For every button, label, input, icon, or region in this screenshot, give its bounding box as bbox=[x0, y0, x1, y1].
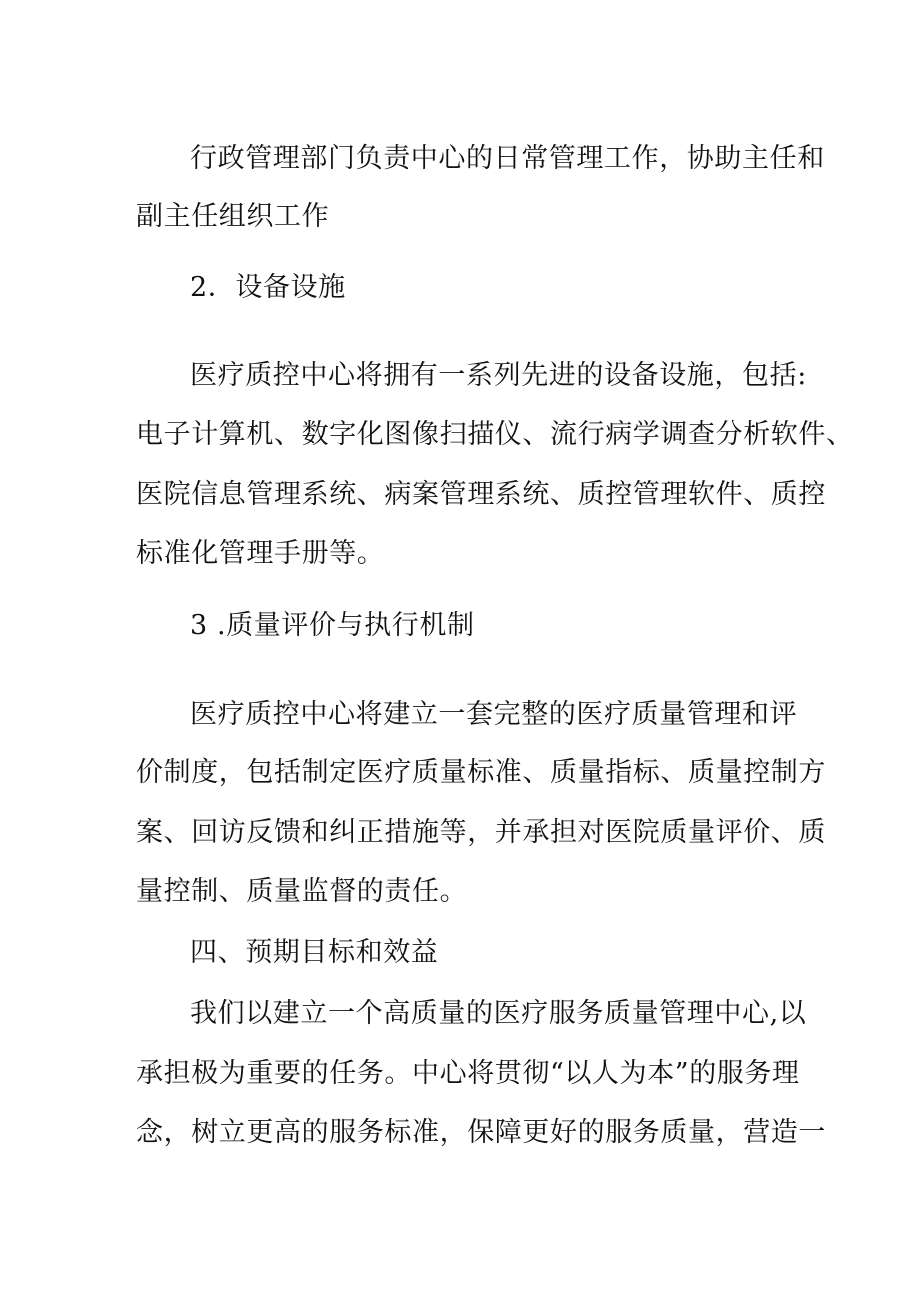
paragraph-goals-line-2: 承担极为重要的任务。中心将贯彻“以人为本”的服务理 bbox=[136, 1058, 800, 1089]
paragraph-admin-line-2: 副主任组织工作 bbox=[136, 201, 330, 232]
paragraph-quality-line-4: 量控制、质量监督的责任。 bbox=[136, 876, 468, 907]
paragraph-equipment-line-3: 医院信息管理系统、病案管理系统、质控管理软件、质控 bbox=[136, 479, 826, 510]
paragraph-goals-line-1: 我们以建立一个高质量的医疗服务质量管理中心,以 bbox=[190, 998, 807, 1029]
heading-quality: 3 .质量评价与执行机制 bbox=[190, 610, 475, 641]
paragraph-equipment-line-1: 医疗质控中心将拥有一系列先进的设备设施，包括: bbox=[190, 360, 807, 391]
heading-equipment: 2．设备设施 bbox=[190, 272, 346, 303]
paragraph-equipment-line-4: 标准化管理手册等。 bbox=[136, 538, 385, 569]
paragraph-equipment-line-2: 电子计算机、数字化图像扫描仪、流行病学调查分析软件、 bbox=[136, 419, 854, 450]
paragraph-quality-line-3: 案、回访反馈和纠正措施等，并承担对医院质量评价、质 bbox=[136, 817, 826, 848]
heading-goals: 四、预期目标和效益 bbox=[190, 937, 439, 968]
paragraph-admin-line-1: 行政管理部门负责中心的日常管理工作，协助主任和 bbox=[190, 143, 825, 174]
paragraph-quality-line-1: 医疗质控中心将建立一套完整的医疗质量管理和评 bbox=[190, 699, 798, 730]
paragraph-goals-line-3: 念，树立更高的服务标准，保障更好的服务质量，营造一 bbox=[136, 1117, 826, 1148]
paragraph-quality-line-2: 价制度，包括制定医疗质量标准、质量指标、质量控制方 bbox=[136, 757, 826, 788]
